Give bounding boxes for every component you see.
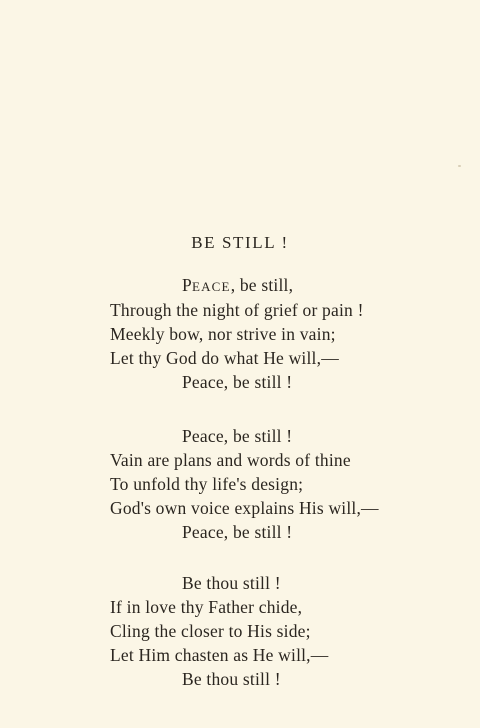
stanza3-line3: Cling the closer to His side;: [110, 621, 311, 641]
line-text: , be still,: [230, 275, 294, 295]
stanza1-line1: [182, 275, 293, 296]
stanza2-line1: Peace, be still !: [182, 426, 293, 446]
stanza3-line2: If in love thy Father chide,: [110, 597, 303, 617]
stanza1-line4: Let thy God do what He will,—: [110, 348, 339, 368]
stanza3-line4: Let Him chasten as He will,—: [110, 645, 329, 665]
stanza1-line5: Peace, be still !: [182, 372, 293, 392]
stanza2-line4: God's own voice explains His will,—: [110, 498, 379, 518]
stanza2-line5: Peace, be still !: [182, 522, 293, 542]
stanza1-line3: Meekly bow, nor strive in vain;: [110, 324, 336, 344]
stanza3-line1: Be thou still !: [182, 573, 281, 593]
paper-speck: [458, 165, 461, 167]
drop-cap: P: [182, 275, 192, 295]
stanza2-line2: Vain are plans and words of thine: [110, 450, 351, 470]
small-caps: EACE: [191, 279, 231, 294]
stanza2-line3: To unfold thy life's design;: [110, 474, 304, 494]
poem-title: BE STILL !: [191, 233, 289, 252]
stanza3-line5: Be thou still !: [182, 669, 281, 689]
stanza1-line2: Through the night of grief or pain !: [110, 300, 364, 320]
